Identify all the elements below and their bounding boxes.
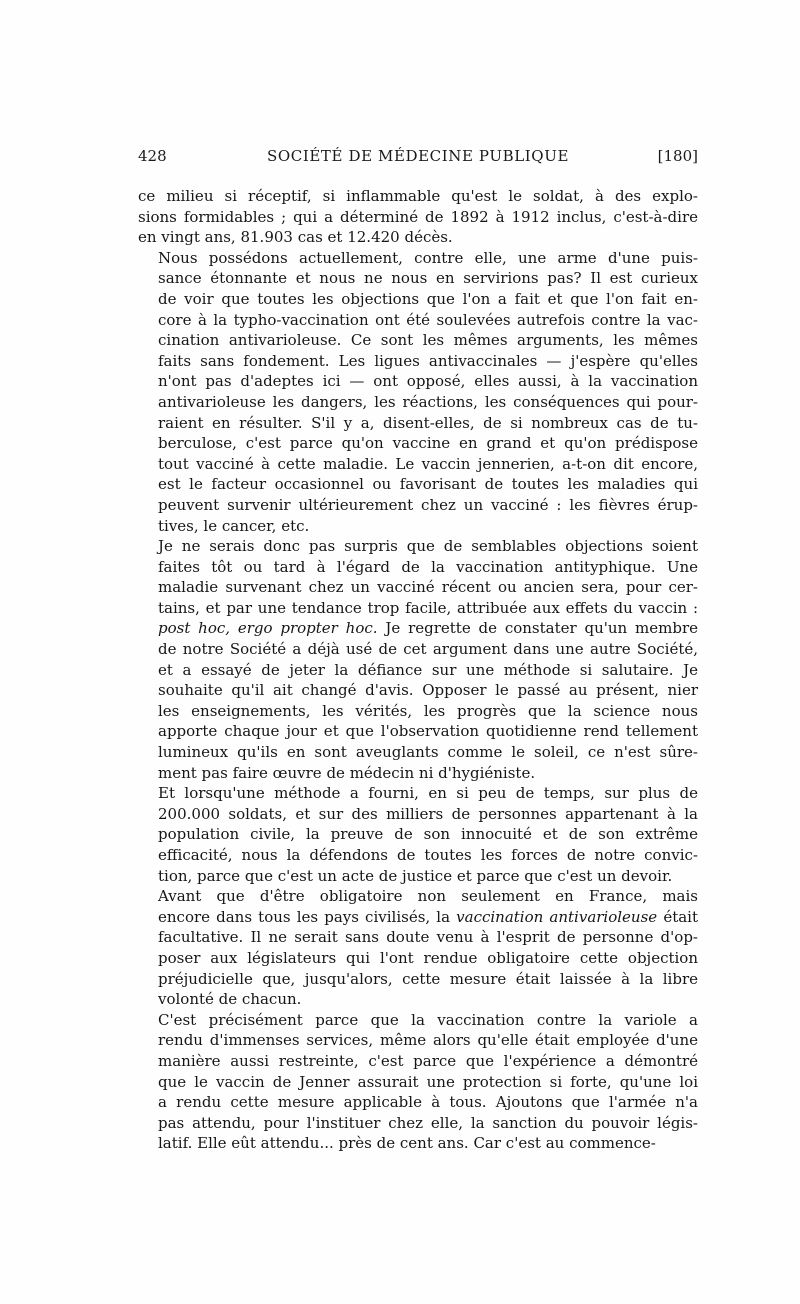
text-line: berculose, c'est parce qu'on vaccine en grand et qu'on prédispose	[158, 434, 698, 453]
text-line: maladie survenant chez un vacciné récent ou ancien sera, pour cer-	[158, 578, 698, 597]
text-line: antivarioleuse les dangers, les réactions, les conséquences qui pour-	[158, 392, 698, 411]
text-line: Avant que d'être obligatoire non seulement en France, mais	[158, 887, 698, 906]
running-title: SOCIÉTÉ DE MÉDECINE PUBLIQUE	[267, 147, 569, 165]
text-line: préjudicielle que, jusqu'alors, cette mesure était laissée à la libre	[158, 969, 698, 988]
text-line: Je ne serais donc pas surpris que de semblables objections soient	[158, 537, 698, 556]
text-line: sance étonnante et nous ne nous en servirions pas? Il est curieux	[158, 269, 698, 288]
text-line: cination antivarioleuse. Ce sont les mêmes arguments, les mêmes	[158, 331, 698, 350]
text-line: tains, et par une tendance trop facile, attribuée aux effets du vaccin :	[158, 598, 698, 617]
text-line: que le vaccin de Jenner assurait une protection si forte, qu'une loi	[158, 1072, 698, 1091]
text-line: rendu d'immenses services, même alors qu'elle était employée d'une	[158, 1031, 698, 1050]
text-line: raient en résulter. S'il y a, disent-elles, de si nombreux cas de tu-	[158, 413, 698, 432]
text-line: souhaite qu'il ait changé d'avis. Opposer le passé au présent, nier	[158, 681, 698, 700]
text-line: pas attendu, pour l'instituer chez elle, la sanction du pouvoir légis-	[158, 1113, 698, 1132]
text-line: a rendu cette mesure applicable à tous. Ajoutons que l'armée n'a	[158, 1093, 698, 1112]
text-line: latif. Elle eût attendu... près de cent ans. Car c'est au commence-	[158, 1134, 656, 1153]
text-line: ce milieu si réceptif, si inflammable qu'est le soldat, à des explo-	[138, 187, 698, 205]
paragraph	[138, 886, 698, 1010]
text-line: est le facteur occasionnel ou favorisant de toutes les maladies qui	[158, 475, 698, 494]
page-number: 428	[138, 147, 167, 165]
italic-term: vaccination antivarioleuse	[456, 907, 658, 926]
text-line: manière aussi restreinte, c'est parce que l'expérience a démontré	[158, 1051, 698, 1070]
text-line: faits sans fondement. Les ligues antivaccinales — j'espère qu'elles	[158, 351, 698, 370]
text-line: peuvent survenir ultérieurement chez un vacciné : les fièvres érup-	[158, 495, 698, 514]
text-line: 200.000 soldats, et sur des milliers de personnes appartenant à la	[158, 804, 698, 823]
text-line: efficacité, nous la défendons de toutes les forces de notre convic-	[158, 846, 698, 864]
text-line: tives, le cancer, etc.	[158, 516, 310, 535]
paragraph	[138, 783, 698, 886]
text-line: ment pas faire œuvre de médecin ni d'hygiéniste.	[158, 763, 536, 782]
paragraph	[138, 186, 698, 248]
text-line: et a essayé de jeter la défiance sur une méthode si salutaire. Je	[158, 660, 698, 679]
text-line: C'est précisément parce que la vaccination contre la variole a	[158, 1010, 698, 1029]
text-line: encore dans tous les pays civilisés, la vaccination antivarioleuse était	[158, 907, 698, 926]
paragraph	[138, 536, 698, 783]
text-line: lumineux qu'ils en sont aveuglants comme le soleil, ce n'est sûre-	[158, 743, 698, 762]
running-header	[138, 147, 698, 171]
text-line: sions formidables ; qui a déterminé de 1892 à 1912 inclus, c'est-à-dire	[138, 207, 698, 226]
text-line: facultative. Il ne serait sans doute venu à l'esprit de personne d'op-	[158, 928, 698, 947]
text-line: en vingt ans, 81.903 cas et 12.420 décès.	[138, 228, 453, 247]
paragraph	[138, 1010, 698, 1154]
text-line: n'ont pas d'adeptes ici — ont opposé, elles aussi, à la vaccination	[158, 372, 698, 391]
text-line: volonté de chacun.	[158, 990, 302, 1009]
text-line: post hoc, ergo propter hoc. Je regrette de constater qu'un membre	[158, 619, 699, 638]
text-line: population civile, la preuve de son innocuité et de son extrême	[158, 825, 698, 844]
text-line: de voir que toutes les objections que l'on a fait et que l'on fait en-	[158, 289, 698, 308]
text-line: tion, parce que c'est un acte de justice et parce que c'est un devoir.	[158, 866, 673, 885]
text-line: Et lorsqu'une méthode a fourni, en si peu de temps, sur plus de	[158, 784, 698, 803]
text-line: tout vacciné à cette maladie. Le vaccin jennerien, a-t-on dit encore,	[158, 454, 698, 473]
text-line: poser aux législateurs qui l'ont rendue obligatoire cette objection	[158, 948, 698, 967]
text-line: core à la typho-vaccination ont été soulevées autrefois contre la vac-	[158, 310, 698, 329]
text-line: apporte chaque jour et que l'observation quotidienne rend tellement	[158, 722, 698, 741]
text-line: les enseignements, les vérités, les progrès que la science nous	[158, 701, 698, 720]
latin-phrase: post hoc, ergo propter hoc.	[158, 619, 378, 638]
section-code: [180]	[657, 147, 698, 165]
text-line: de notre Société a déjà usé de cet argument dans une autre Société,	[158, 640, 698, 659]
body-text	[138, 186, 698, 1154]
paragraph	[138, 248, 698, 536]
text-line: Nous possédons actuellement, contre elle, une arme d'une puis-	[158, 248, 698, 267]
text-line: faites tôt ou tard à l'égard de la vaccination antityphique. Une	[158, 557, 698, 576]
